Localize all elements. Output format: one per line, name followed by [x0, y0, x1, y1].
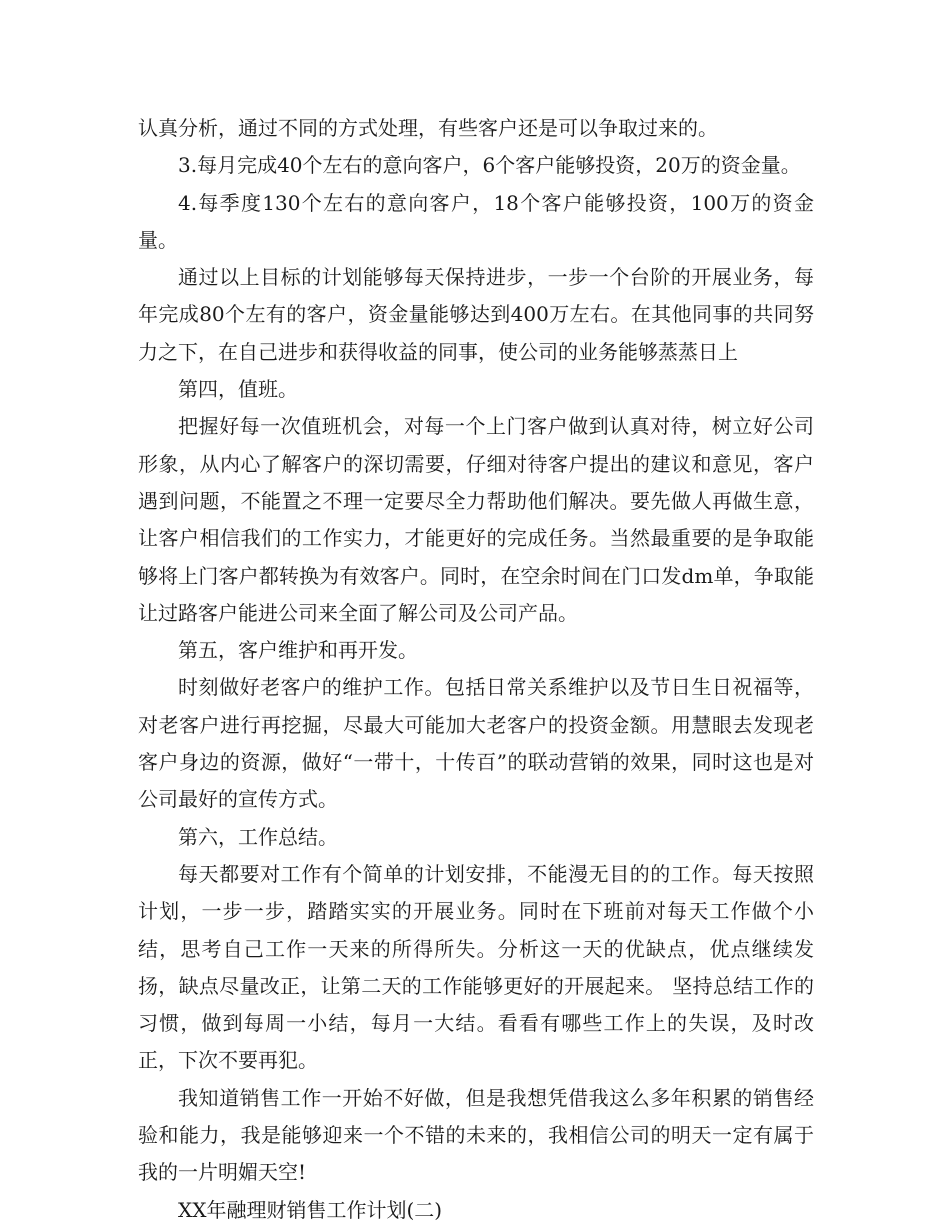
document-body — [138, 110, 814, 1229]
paragraph-maintenance: 时刻做好老客户的维护工作。包括日常关系维护以及节日生日祝福等，对老客户进行再挖掘，尽最大可能加大老客户的投资金额。用慧眼去发现老客户身边的资源，做好“一带十，十传百”的联动营销的效果，同时这也是对公司最好的宣传方式。 — [138, 675, 814, 812]
paragraph-closing: 我知道销售工作一开始不好做，但是我想凭借我这么多年积累的销售经验和能力，我是能够迎来一个不错的未来的，我相信公司的明天一定有属于我的一片明媚天空! — [138, 1085, 814, 1185]
paragraph-quarterly-goal: 4.每季度130个左右的意向客户，18个客户能够投资，100万的资金量。 — [138, 190, 814, 252]
section-title-plan-two: XX年融理财销售工作计划(二) — [178, 1197, 443, 1222]
paragraph-continuation: 认真分析，通过不同的方式处理，有些客户还是可以争取过来的。 — [138, 116, 718, 140]
paragraph-summary: 每天都要对工作有个简单的计划安排，不能漫无目的的工作。每天按照计划，一步一步，踏踏实实的开展业务。同时在下班前对每天工作做个小结，思考自己工作一天来的所得所失。分析这一天的优缺点，优点继续发扬，缺点尽量改正，让第二天的工作能够更好的开展起来。 坚持总结工作的习惯，做到每周一小结，每月一大结。看看有哪些工作上的失误，及时改正，下次不要再犯。 — [138, 861, 814, 1073]
heading-fourth-duty: 第四，值班。 — [178, 377, 298, 402]
paragraph-annual-goal: 通过以上目标的计划能够每天保持进步，一步一个台阶的开展业务，每年完成80个左有的客户，资金量能够达到400万左右。在其他同事的共同努力之下，在自己进步和获得收益的同事，使公司的业务能够蒸蒸日上 — [138, 265, 814, 364]
paragraph-monthly-goal: 3.每月完成40个左右的意向客户，6个客户能够投资，20万的资金量。 — [178, 153, 801, 178]
heading-sixth-summary: 第六，工作总结。 — [178, 824, 338, 849]
heading-fifth-maintenance: 第五，客户维护和再开发。 — [178, 638, 418, 663]
paragraph-duty: 把握好每一次值班机会，对每一个上门客户做到认真对待，树立好公司形象，从内心了解客户的深切需要，仔细对待客户提出的建议和意见，客户遇到问题，不能置之不理一定要尽全力帮助他们解决。要先做人再做生意，让客户相信我们的工作实力，才能更好的完成任务。当然最重要的是争取能够将上门客户都转换为有效客户。同时，在空余时间在门口发dm单，争取能让过路客户能进公司来全面了解公司及公司产品。 — [138, 414, 814, 625]
